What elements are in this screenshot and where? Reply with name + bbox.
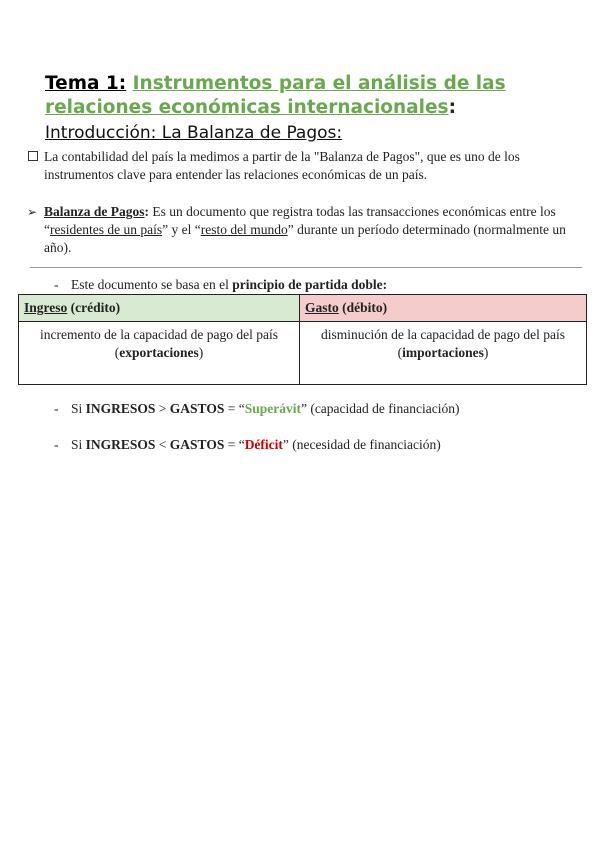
operator: >: [155, 401, 170, 416]
gasto-desc-end: ): [483, 345, 489, 360]
ingreso-word: Ingreso: [24, 300, 68, 315]
principle-bold: principio de partida doble: [232, 277, 383, 292]
dash-bullet: -: [54, 401, 59, 416]
deficit-end: ” (necesidad de financiación): [282, 437, 441, 452]
definition-text-b: ” y el “: [162, 222, 201, 237]
si-text: Si: [71, 437, 86, 452]
exportaciones-bold: exportaciones: [119, 345, 199, 360]
ingreso-desc-end: ): [198, 345, 204, 360]
residentes-link: residentes de un país: [50, 222, 163, 237]
gastos-bold: GASTOS: [169, 401, 225, 416]
gasto-rest: (débito): [338, 300, 388, 315]
title-text: Instrumentos para el análisis de las relaciones económicas internacionales: [45, 73, 506, 118]
definition-text-c: ” durante un período determinado (normalmente un año).: [44, 222, 566, 255]
deficit-word: Déficit: [244, 437, 283, 452]
definition-text: [44, 203, 592, 257]
principle-line: [54, 276, 387, 294]
ingreso-desc-text: incremento de la capacidad de pago del país (: [39, 327, 279, 360]
equals-text: = “: [224, 401, 245, 416]
superavit-word: Superávit: [244, 401, 301, 416]
deficit-line: [54, 436, 441, 454]
ingreso-header: [19, 295, 300, 322]
checkbox-square-icon: [28, 151, 38, 161]
ingresos-bold: INGRESOS: [85, 401, 156, 416]
superavit-end: ” (capacidad de financiación): [300, 401, 460, 416]
superavit-line: [54, 400, 459, 418]
principle-text: Este documento se basa en el: [71, 277, 233, 292]
resto-mundo-link: resto del mundo: [200, 222, 288, 237]
title-label: Tema 1:: [45, 73, 127, 94]
section-subtitle: Introducción: La Balanza de Pagos:: [45, 123, 343, 143]
definition-colon: :: [144, 204, 150, 219]
equals-text: = “: [224, 437, 245, 452]
divider: [30, 267, 582, 268]
title-colon: :: [448, 97, 456, 118]
intro-text: La contabilidad del país la medimos a partir de la "Balanza de Pagos", que es uno de los instrumentos clave para entender las relaciones económicas de un país.: [44, 149, 520, 182]
definition-term: Balanza de Pagos: [44, 204, 145, 219]
definition-text-a: Es un documento que registra todas las transacciones económicas entre los “: [44, 204, 556, 237]
gasto-header: [300, 295, 587, 322]
operator: <: [155, 437, 170, 452]
ingresos-bold: INGRESOS: [85, 437, 156, 452]
gastos-bold: GASTOS: [169, 437, 225, 452]
ingreso-rest: (crédito): [67, 300, 121, 315]
double-entry-table: [18, 294, 587, 385]
dash-bullet: -: [54, 437, 59, 452]
ingreso-description: [19, 322, 300, 385]
gasto-word: Gasto: [305, 300, 339, 315]
dash-bullet: -: [54, 277, 59, 292]
importaciones-bold: importaciones: [402, 345, 484, 360]
page-title: [45, 72, 565, 120]
gasto-desc-text: disminución de la capacidad de pago del país (: [320, 327, 566, 360]
arrowhead-bullet-icon: ➢: [27, 205, 38, 219]
principle-end: :: [382, 277, 388, 292]
si-text: Si: [71, 401, 86, 416]
gasto-description: [300, 322, 587, 385]
